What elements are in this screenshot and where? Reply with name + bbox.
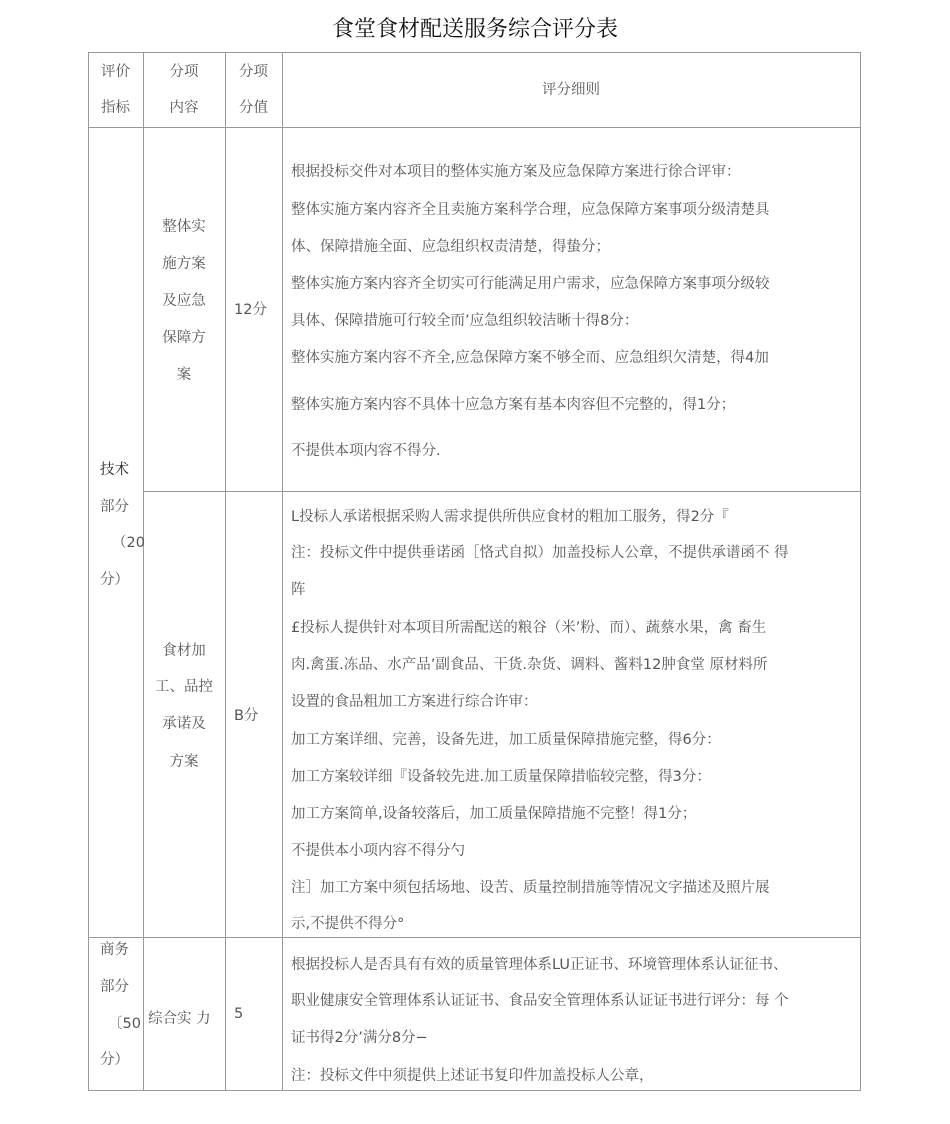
rule-line: 不提供本项内容不得分. (291, 443, 441, 459)
item-content: 食材加 (162, 643, 206, 659)
item-content: 工、品控 (155, 679, 213, 695)
header-rules: 评分细则 (542, 82, 600, 98)
item-content: 保障方 (162, 330, 206, 346)
item-score: 12分 (234, 302, 267, 318)
section-indicator: 部分 (100, 979, 129, 995)
rule-line: 整体实施方案内容不具体十应急方案有基本肉容但不完整的，得1分； (291, 397, 736, 413)
rule-line: 注：投标文件中须提供上述证书复印件加盖投标人公章， (291, 1068, 654, 1084)
rule-line: 职业健康安全管理体系认证证书、食品安全管理体系认证证书进行评分：每 个 (291, 993, 789, 1009)
header-indicator: 指标 (101, 100, 130, 116)
item-content: 整体实 (162, 219, 206, 235)
section-indicator: 分） (100, 1052, 129, 1068)
item-content: 及应急 (162, 293, 206, 309)
document-title: 食堂食材配送服务综合评分表 (331, 17, 618, 42)
rule-line: 体、保障措施全面、应急组织权责清楚，得蛰分； (291, 239, 610, 255)
rule-line: L投标人承诺根据采购人需求提供所供应食材的粗加工服务，得2分『 (291, 509, 729, 525)
item-content: 方案 (169, 754, 199, 770)
item-content: 施方案 (162, 256, 206, 272)
rule-line: 根据投标人是否具有有效的质量管理体系LU正证书、环境管理体系认证征书、 (291, 957, 788, 973)
header-content: 分项 (169, 64, 199, 80)
section-indicator: 部分 (100, 499, 129, 515)
rule-line: 肉.禽蛋.冻品、水产品’副食品、干货.杂货、调料、酱料12肿食堂 原材料所 (291, 657, 768, 673)
rule-line: 加工方案详细、完善，设备先进，加工质量保障措施完整，得6分： (291, 732, 721, 748)
rule-line: 加工方案简单,设备较落后，加工质量保障措施不完整！得1分； (291, 806, 697, 822)
rule-line: 注］加工方案中须包括场地、设苦、质量控制措施等情况文字描述及照片展 (291, 880, 770, 896)
rule-line: 具体、保障措施可行较全而’应急组织较洁晰十得8分： (291, 313, 639, 329)
item-score: B分 (234, 708, 259, 724)
section-indicator: 商务 (100, 942, 129, 958)
item-content: 案 (176, 367, 192, 383)
section-indicator: 分） (100, 572, 129, 588)
rule-line: 注：投标文件中提供垂诺函［恪式自拟）加盖投标人公章，不提供承谱函不 得 (291, 545, 789, 561)
section-indicator: （20 (112, 535, 145, 551)
rule-line: 不提供本小项内容不得分勺 (291, 843, 465, 859)
header-content: 内容 (169, 100, 199, 116)
item-content: 承诺及 (162, 716, 206, 732)
rule-line: 设置的食品粗加工方案进行综合许审： (291, 694, 538, 710)
header-score: 分值 (239, 100, 268, 116)
section-indicator: 技术 (100, 462, 129, 478)
rule-line: 根据投标交件对本项目的整体实施方案及应急保障方案进行徐合评审： (291, 164, 741, 180)
header-indicator: 评价 (101, 64, 130, 80)
rule-line: 整体实施方案内容齐全且卖施方案科学合理，应急保障方案事项分级清楚具 (291, 202, 770, 218)
rule-line: 加工方案较详细『设备较先进.加工质量保障措临较完整，得3分： (291, 769, 711, 785)
rule-line: 阵 (291, 582, 306, 598)
rule-line: 整体实施方案内容不齐全,应急保障方案不够全而、应急组织欠清楚，得4加 (291, 350, 769, 366)
item-content: 综合实 力 (148, 1011, 211, 1027)
header-score: 分项 (239, 64, 268, 80)
rule-line: 示,不提供不得分° (291, 916, 405, 932)
section-indicator: 〔50 (108, 1016, 141, 1032)
item-score: 5 (234, 1006, 244, 1022)
rule-line: 整体实施方案内容齐全切实可行能满足用户需求，应急保障方案事项分级较 (291, 276, 770, 292)
rule-line: £投标人提供针对本项目所需配送的粮谷（米’粉、而）、蔬蔡水果，禽 畜生 (291, 620, 767, 636)
rule-line: 证书得2分’满分8分− (291, 1030, 428, 1046)
